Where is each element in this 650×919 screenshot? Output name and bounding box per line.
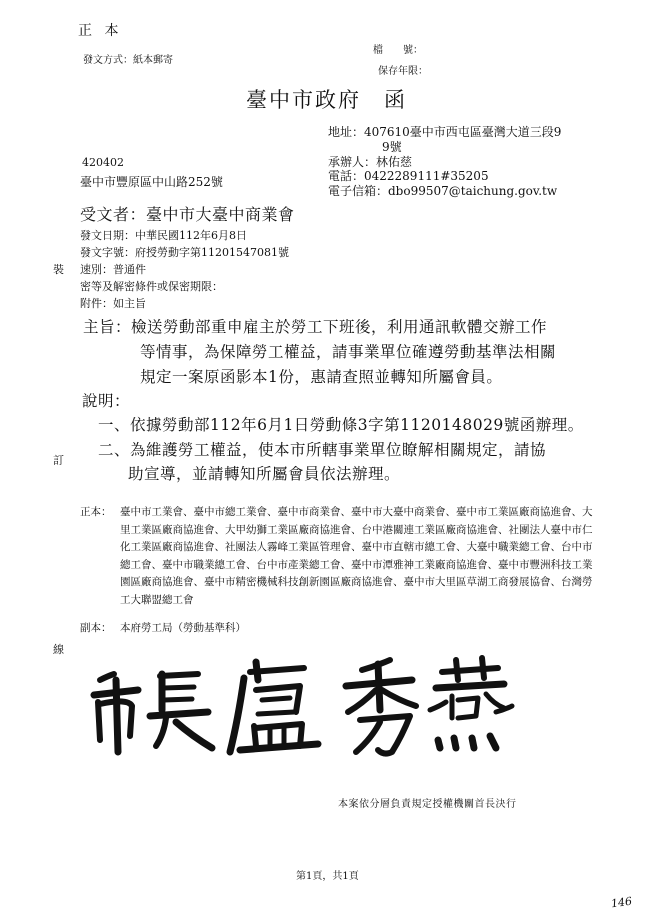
- margin-mark-bottom: 線: [53, 643, 64, 656]
- copy-label: 副本：: [80, 622, 112, 634]
- cc-list: 臺中市工業會、臺中市總工業會、臺中市商業會、臺中市大臺中商業會、臺中市工業區廠商協進會、大里工業區廠商協進會、大甲幼獅工業區廠商協進會、台中港關連工業區廠商協進會、社團法人臺中市仁化工業區廠商協進會、社團法人霧峰工業區管理會、臺中市直轄市總工會、大臺中職業總工會、台中市總工會、臺中市職業總工會、台中市產業總工會、臺中市潭雅神工業廠商協進會、臺中市豐洲科技工業園區廠商協進會、臺中市精密機械科技創新園區廠商協進會、臺中市大里區草湖工商發展協會、台灣勞工大聯盟總工會: [120, 506, 593, 606]
- send-method: 發文方式：紙本郵寄: [83, 55, 173, 66]
- recipient-postcode: 420402: [82, 156, 124, 169]
- security-level: 密等及解密條件或保密期限：: [80, 280, 223, 293]
- sender-address: 地址：407610臺中市西屯區臺灣大道三段9: [328, 125, 562, 139]
- margin-mark-top: 裝: [53, 263, 64, 276]
- authority-note: 本案依分層負責規定授權機關首長決行: [338, 799, 517, 810]
- speed: 速別：普通件: [80, 263, 146, 276]
- subject-line-2: 等情事，為保障勞工權益，請事業單位確遵勞動基準法相關: [140, 343, 557, 361]
- recipient: 受文者：臺中市大臺中商業會: [80, 205, 295, 224]
- sender-address-cont: 9號: [382, 140, 402, 154]
- subject-line-3: 規定一案原函影本1份，惠請查照並轉知所屬會員。: [140, 368, 503, 386]
- explanation-label: 說明：: [82, 392, 131, 410]
- explanation-item-1: 一、依據勞動部112年6月1日勞動條3字第1120148029號函辦理。: [98, 416, 584, 434]
- margin-mark-middle: 訂: [53, 454, 64, 467]
- explanation-item-2-line-1: 二、為維護勞工權益，使本市所轄事業單位瞭解相關規定，請協: [98, 441, 547, 459]
- issue-date: 發文日期：中華民國112年6月8日: [80, 229, 247, 242]
- sender-handler: 承辦人：林佑慈: [328, 155, 413, 169]
- retention-label: 保存年限：: [378, 66, 428, 77]
- copy-recipient: 本府勞工局（勞動基準科）: [120, 622, 246, 634]
- cc-label: 正本：: [80, 506, 112, 518]
- sender-phone: 電話：0422289111#35205: [328, 169, 489, 183]
- attachment: 附件：如主旨: [80, 297, 146, 310]
- recipient-address: 臺中市豐原區中山路252號: [80, 175, 223, 189]
- explanation-item-2-line-2: 助宣導，並請轉知所屬會員依法辦理。: [128, 465, 401, 483]
- page-title: 臺中市政府 函: [246, 88, 407, 112]
- copy-mark: 正 本: [78, 23, 123, 39]
- subject-line-1: 主旨：檢送勞動部重申雇主於勞工下班後，利用通訊軟體交辦工作: [83, 318, 548, 336]
- file-number-label: 檔 號：: [373, 45, 423, 56]
- sender-email: 電子信箱：dbo99507@taichung.gov.tw: [328, 184, 558, 198]
- handwritten-note: 146: [610, 894, 633, 911]
- mayor-signature: [80, 640, 520, 770]
- page-number: 第1頁，共1頁: [296, 871, 359, 882]
- issue-number: 發文字號：府授勞動字第11201547081號: [80, 246, 289, 259]
